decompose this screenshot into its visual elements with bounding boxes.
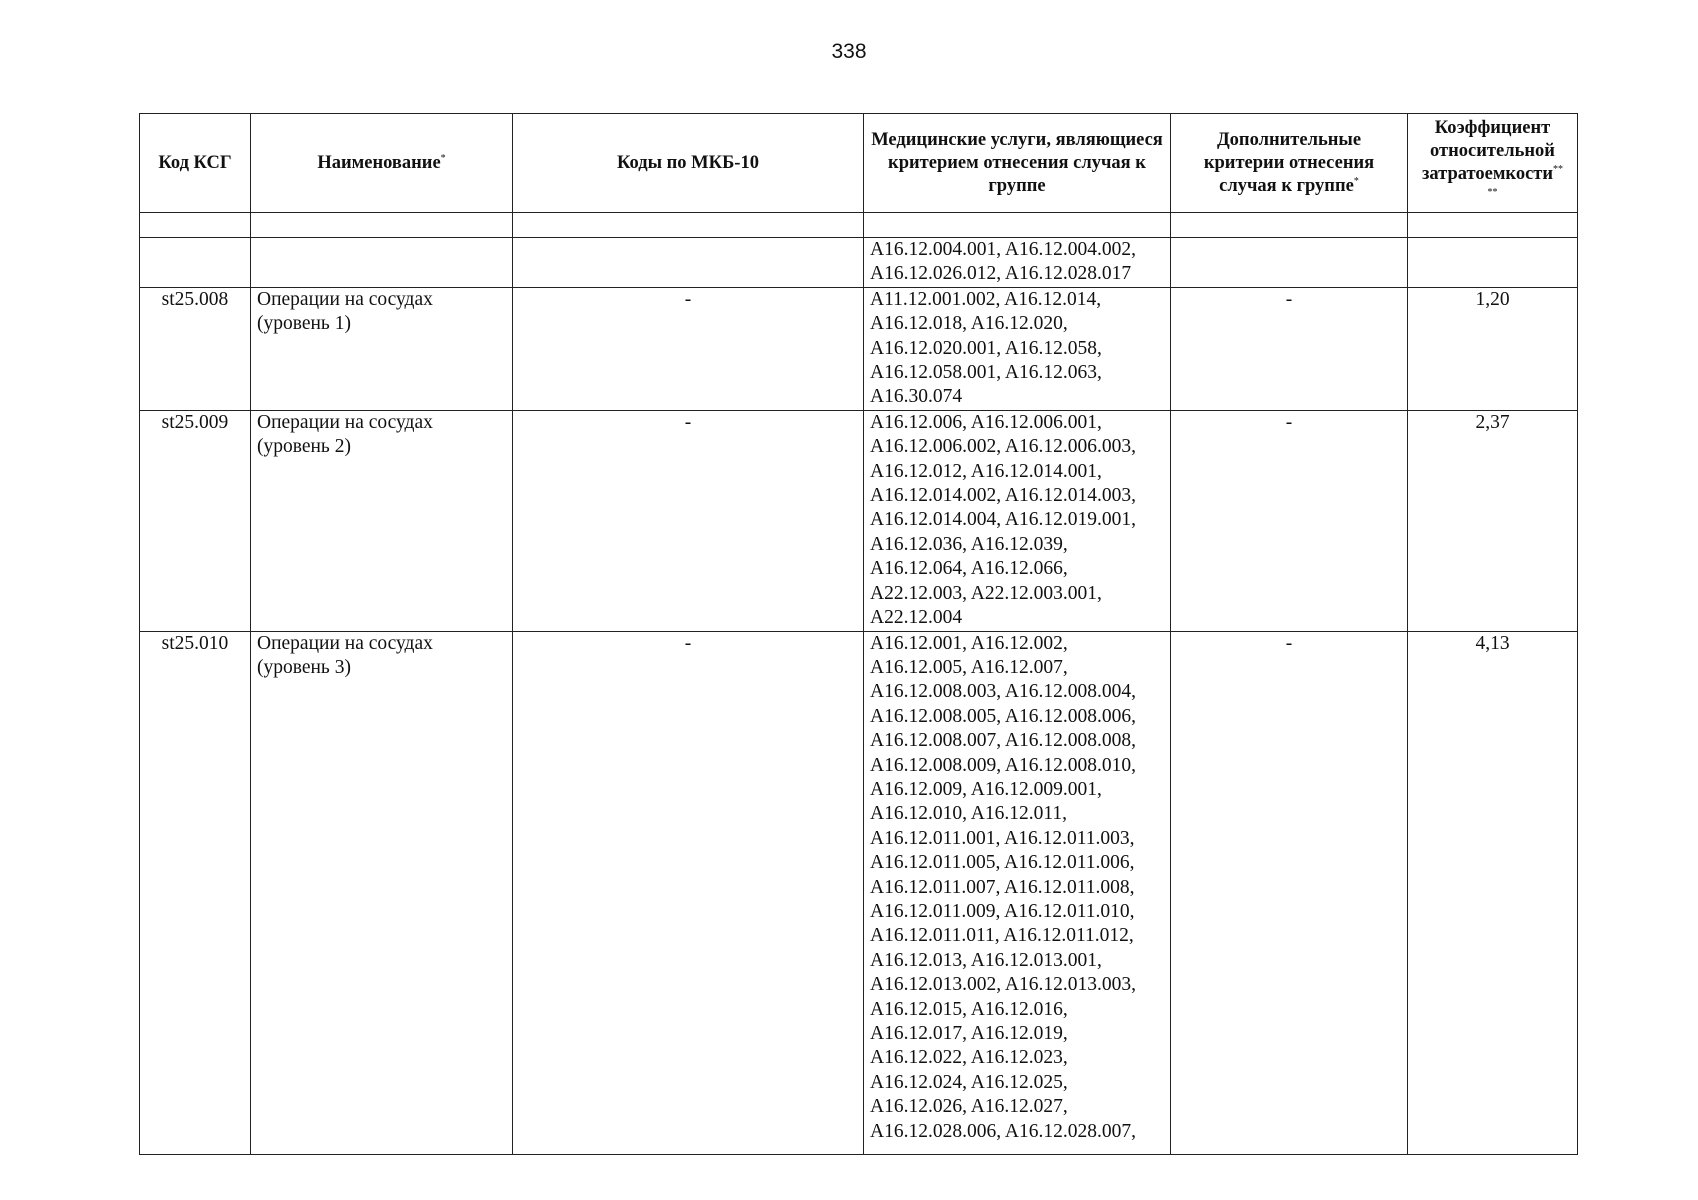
service-code-line: A22.12.004 <box>870 607 963 629</box>
name-cell <box>251 287 513 410</box>
service-code-line: A16.12.006.002, A16.12.006.003, <box>870 436 1136 458</box>
ksg-table <box>139 113 1578 1155</box>
table-row <box>140 631 1578 1154</box>
service-code-line: A16.12.026.012, A16.12.028.017 <box>870 263 1132 285</box>
service-code-line: A16.12.011.009, A16.12.011.010, <box>870 900 1135 922</box>
service-code-line: A16.12.024, A16.12.025, <box>870 1071 1068 1093</box>
service-code-line: A16.12.026, A16.12.027, <box>870 1096 1068 1118</box>
service-code-line: A16.12.010, A16.12.011, <box>870 803 1067 825</box>
service-code-line: A16.12.022, A16.12.023, <box>870 1047 1068 1069</box>
name-line: Операции на сосудах <box>257 288 433 310</box>
service-code-line: A22.12.003, A22.12.003.001, <box>870 582 1102 604</box>
header-mkb: Коды по МКБ-10 <box>513 114 864 213</box>
name-cell <box>251 410 513 631</box>
service-code-line: A16.12.036, A16.12.039, <box>870 533 1068 555</box>
service-code-line: A16.12.013, A16.12.013.001, <box>870 949 1102 971</box>
name-line: (уровень 1) <box>257 313 351 335</box>
carryover-row <box>140 238 1578 288</box>
service-code-line: A16.12.008.003, A16.12.008.004, <box>870 681 1136 703</box>
service-code-line: A16.12.017, A16.12.019, <box>870 1023 1068 1044</box>
service-code-line: A16.30.074 <box>870 386 963 408</box>
service-code-line: A16.12.001, A16.12.002, <box>870 632 1068 654</box>
service-code-line: A16.12.015, A16.12.016, <box>870 998 1068 1020</box>
services-cell <box>864 287 1171 410</box>
service-code-line: A16.12.014.004, A16.12.019.001, <box>870 509 1136 531</box>
service-code-line: A16.12.028.006, A16.12.028.007, <box>870 1120 1136 1142</box>
service-code-line: A16.12.005, A16.12.007, <box>870 656 1068 678</box>
coefficient-cell: 4,13 <box>1408 631 1578 1154</box>
service-code-line: A16.12.014.002, A16.12.014.003, <box>870 485 1136 507</box>
spacer-row <box>140 213 1578 238</box>
service-code-line: A16.12.058.001, A16.12.063, <box>870 362 1102 384</box>
service-code-line: A16.12.008.005, A16.12.008.006, <box>870 705 1136 727</box>
service-code-line: A16.12.013.002, A16.12.013.003, <box>870 974 1136 996</box>
mkb-cell: - <box>513 287 864 410</box>
service-code-line: A16.12.064, A16.12.066, <box>870 558 1068 580</box>
service-code-line: A11.12.001.002, A16.12.014, <box>870 288 1102 310</box>
services-cell <box>864 410 1171 631</box>
service-code-line: A16.12.020.001, A16.12.058, <box>870 337 1102 359</box>
ksg-code-cell: st25.009 <box>140 410 251 631</box>
services-cell <box>864 631 1171 1154</box>
service-code-line: A16.12.004.001, A16.12.004.002, <box>870 239 1136 260</box>
service-code-line: A16.12.008.009, A16.12.008.010, <box>870 754 1136 776</box>
table-row <box>140 410 1578 631</box>
service-code-line: A16.12.011.011, A16.12.011.012, <box>870 925 1134 947</box>
service-code-line: A16.12.009, A16.12.009.001, <box>870 778 1102 800</box>
service-code-line: A16.12.018, A16.12.020, <box>870 313 1068 335</box>
service-code-line: A16.12.011.005, A16.12.011.006, <box>870 852 1135 874</box>
ksg-code-cell: st25.010 <box>140 631 251 1154</box>
carryover-services-cell <box>864 238 1171 288</box>
mkb-cell: - <box>513 631 864 1154</box>
service-code-line: A16.12.011.007, A16.12.011.008, <box>870 876 1135 898</box>
service-code-line: A16.12.011.001, A16.12.011.003, <box>870 827 1135 849</box>
coefficient-cell: 1,20 <box>1408 287 1578 410</box>
service-code-line: A16.12.006, A16.12.006.001, <box>870 411 1102 433</box>
header-extra: Дополнительные критерии отнесения случая к группе* <box>1171 114 1408 213</box>
header-services: Медицинские услуги, являющиеся критерием отнесения случая к группе <box>864 114 1171 213</box>
name-line: Операции на сосудах <box>257 411 433 433</box>
header-coef: Коэффициент относительной затратоемкости** ** <box>1408 114 1578 213</box>
service-code-line: A16.12.012, A16.12.014.001, <box>870 460 1102 482</box>
service-code-line: A16.12.008.007, A16.12.008.008, <box>870 730 1136 752</box>
mkb-cell: - <box>513 410 864 631</box>
table-row <box>140 287 1578 410</box>
name-line: (уровень 2) <box>257 436 351 458</box>
coefficient-cell: 2,37 <box>1408 410 1578 631</box>
ksg-code-cell: st25.008 <box>140 287 251 410</box>
page-number: 338 <box>831 40 867 63</box>
name-line: Операции на сосудах <box>257 632 433 654</box>
name-line: (уровень 3) <box>257 656 351 678</box>
header-code: Код КСГ <box>140 114 251 213</box>
header-name: Наименование* <box>251 114 513 213</box>
extra-criteria-cell: - <box>1171 410 1408 631</box>
name-cell <box>251 631 513 1154</box>
extra-criteria-cell: - <box>1171 631 1408 1154</box>
table-header-row <box>140 114 1578 213</box>
extra-criteria-cell: - <box>1171 287 1408 410</box>
